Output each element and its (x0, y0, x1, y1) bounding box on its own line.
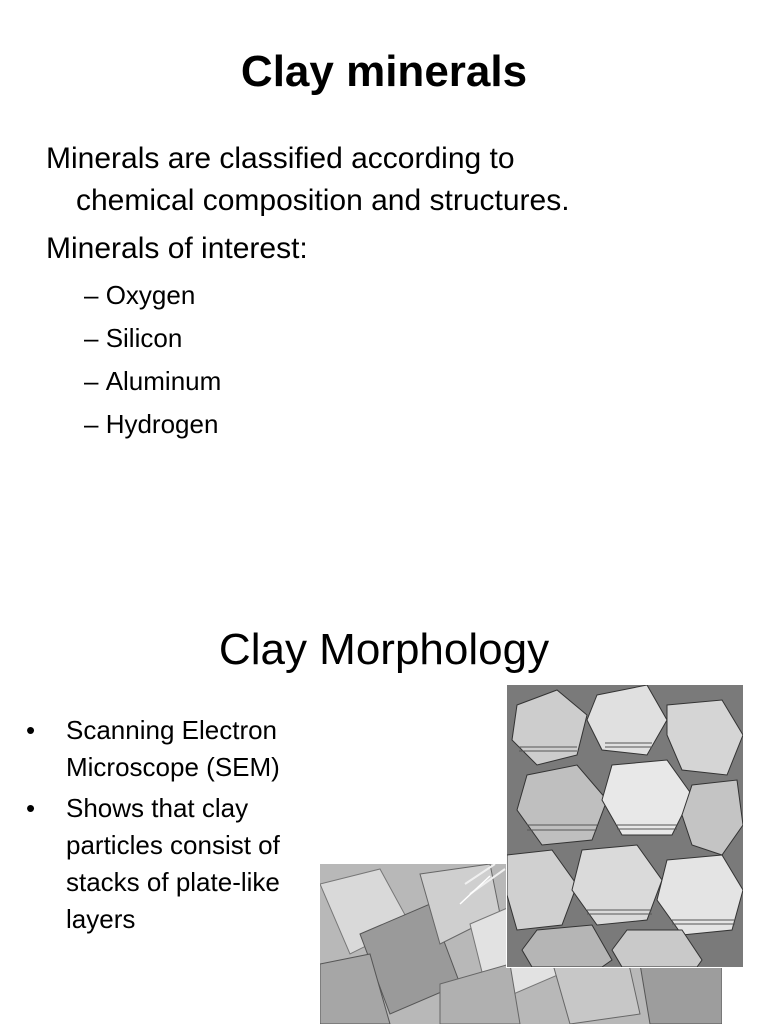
classification-line-1: Minerals are classified according to (46, 142, 515, 175)
bullet-list (26, 712, 326, 942)
element-list (84, 274, 221, 446)
classification-paragraph (46, 138, 706, 222)
minerals-of-interest-heading: Minerals of interest: (46, 232, 308, 265)
slide-title: Clay minerals (240, 47, 528, 96)
list-item (26, 790, 326, 938)
bullet-text: Scanning Electron Microscope (SEM) (66, 715, 280, 782)
list-item (26, 712, 326, 786)
slide-title: Clay Morphology (218, 625, 550, 674)
list-item: – Hydrogen (84, 403, 221, 446)
classification-line-2: chemical composition and structures. (76, 184, 570, 217)
bullet-text: Shows that clay particles consist of stacks of plate-like layers (66, 793, 280, 934)
list-item: – Aluminum (84, 360, 221, 403)
slide-clay-morphology (0, 512, 768, 1024)
list-item: – Oxygen (84, 274, 221, 317)
list-item: – Silicon (84, 317, 221, 360)
bullet-icon: • (26, 715, 36, 745)
sem-micrograph-stacked-plates (506, 684, 744, 968)
bullet-icon: • (26, 793, 36, 823)
